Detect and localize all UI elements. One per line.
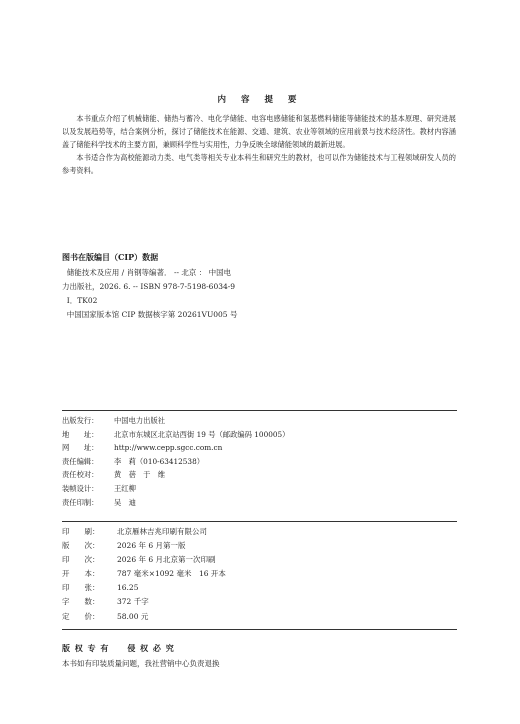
cip-line: 力出版社，2026. 6. -- ISBN 978-7-5198-6034-9 bbox=[62, 282, 236, 291]
spec-label: 定 价： bbox=[62, 611, 100, 621]
print-specs bbox=[62, 525, 226, 624]
info-label: 责任印制： bbox=[62, 497, 99, 507]
divider-middle bbox=[62, 521, 457, 522]
info-label: 责任编辑： bbox=[62, 456, 99, 466]
info-row-publisher bbox=[62, 414, 289, 428]
spec-row bbox=[62, 567, 226, 581]
info-row-website bbox=[62, 441, 289, 455]
info-row-printing-manager bbox=[62, 496, 289, 510]
cip-line: Ⅰ．TK02 bbox=[62, 296, 98, 305]
spec-value: 16.25 bbox=[117, 583, 139, 593]
summary-paragraph-1: 本书重点介绍了机械储能、储热与蓄冷、电化学储能、电容电感储能和氢基燃料储能等储能技术的基本原理、研究进展以及发展趋势等，结合案例分析，探讨了储能技术在能源、交通、建筑、农业等领域的应用前景与技术经济性。教材内容涵盖了储能科学技术的主要方面，兼顾科学性与实用性，力争反映全球储能领域的最新进展。 bbox=[62, 114, 456, 149]
spec-row bbox=[62, 539, 226, 553]
summary-paragraph-2: 本书适合作为高校能源动力类、电气类等相关专业本科生和研究生的教材，也可以作为储能技术与工程领域研发人员的参考资料。 bbox=[62, 153, 456, 175]
summary-body bbox=[62, 112, 456, 177]
info-value: 黄 蓓 于 维 bbox=[114, 470, 166, 480]
spec-label: 印 张： bbox=[62, 583, 100, 593]
rights-title: 版 权 专 有 侵 权 必 究 bbox=[62, 643, 175, 653]
spec-row bbox=[62, 525, 226, 539]
info-label: 出版发行： bbox=[62, 416, 99, 425]
info-row-address bbox=[62, 428, 289, 442]
spec-label: 版 次： bbox=[62, 541, 100, 551]
spec-row bbox=[62, 553, 226, 567]
info-value: 中国电力出版社 bbox=[114, 416, 166, 425]
info-value: 北京市东城区北京站西街 19 号（邮政编码 100005） bbox=[114, 429, 290, 439]
spec-value: 58.00 元 bbox=[117, 611, 149, 621]
spec-value: 2026 年 6 月北京第一次印刷 bbox=[117, 555, 216, 565]
spec-label: 字 数： bbox=[62, 597, 100, 607]
spec-value: 北京雁林吉兆印刷有限公司 bbox=[117, 527, 207, 536]
website-link[interactable]: http://www.cepp.sgcc.com.cn bbox=[114, 443, 223, 453]
cip-record bbox=[62, 266, 237, 322]
spec-label: 开 本： bbox=[62, 569, 100, 579]
spec-row bbox=[62, 581, 226, 595]
cip-heading: 图书在版编目（CIP）数据 bbox=[62, 252, 159, 262]
divider-top bbox=[62, 410, 457, 411]
info-value: 王红柳 bbox=[114, 483, 136, 493]
info-label: 责任校对： bbox=[62, 470, 99, 480]
info-label: 网 址： bbox=[62, 443, 99, 453]
info-label: 地 址： bbox=[62, 429, 99, 439]
spec-row bbox=[62, 610, 226, 624]
spec-label: 印 次： bbox=[62, 555, 100, 565]
spec-value: 2026 年 6 月第一版 bbox=[117, 541, 186, 551]
info-value: 吴 迪 bbox=[114, 497, 136, 507]
info-row-designer bbox=[62, 482, 289, 496]
info-label: 装帧设计： bbox=[62, 483, 99, 493]
publisher-info bbox=[62, 414, 289, 509]
spec-value: 787 毫米×1092 毫米 16 开本 bbox=[117, 569, 226, 579]
divider-bottom bbox=[62, 629, 457, 630]
summary-title: 内 容 提 要 bbox=[217, 95, 303, 105]
rights-note: 本书如有印装质量问题，我社营销中心负责退换 bbox=[62, 659, 220, 668]
spec-label: 印 刷： bbox=[62, 527, 100, 536]
spec-value: 372 千字 bbox=[117, 597, 149, 607]
info-row-editor bbox=[62, 455, 289, 469]
cip-line: 储能技术及应用 / 肖钢等编著． -- 北京 ： 中国电 bbox=[62, 268, 232, 277]
info-value: 李 莉（010-63412538） bbox=[114, 456, 205, 466]
info-row-proofreader bbox=[62, 468, 289, 482]
spec-row bbox=[62, 595, 226, 609]
cip-line: 中国国家版本馆 CIP 数据核字第 20261VU005 号 bbox=[62, 310, 238, 319]
